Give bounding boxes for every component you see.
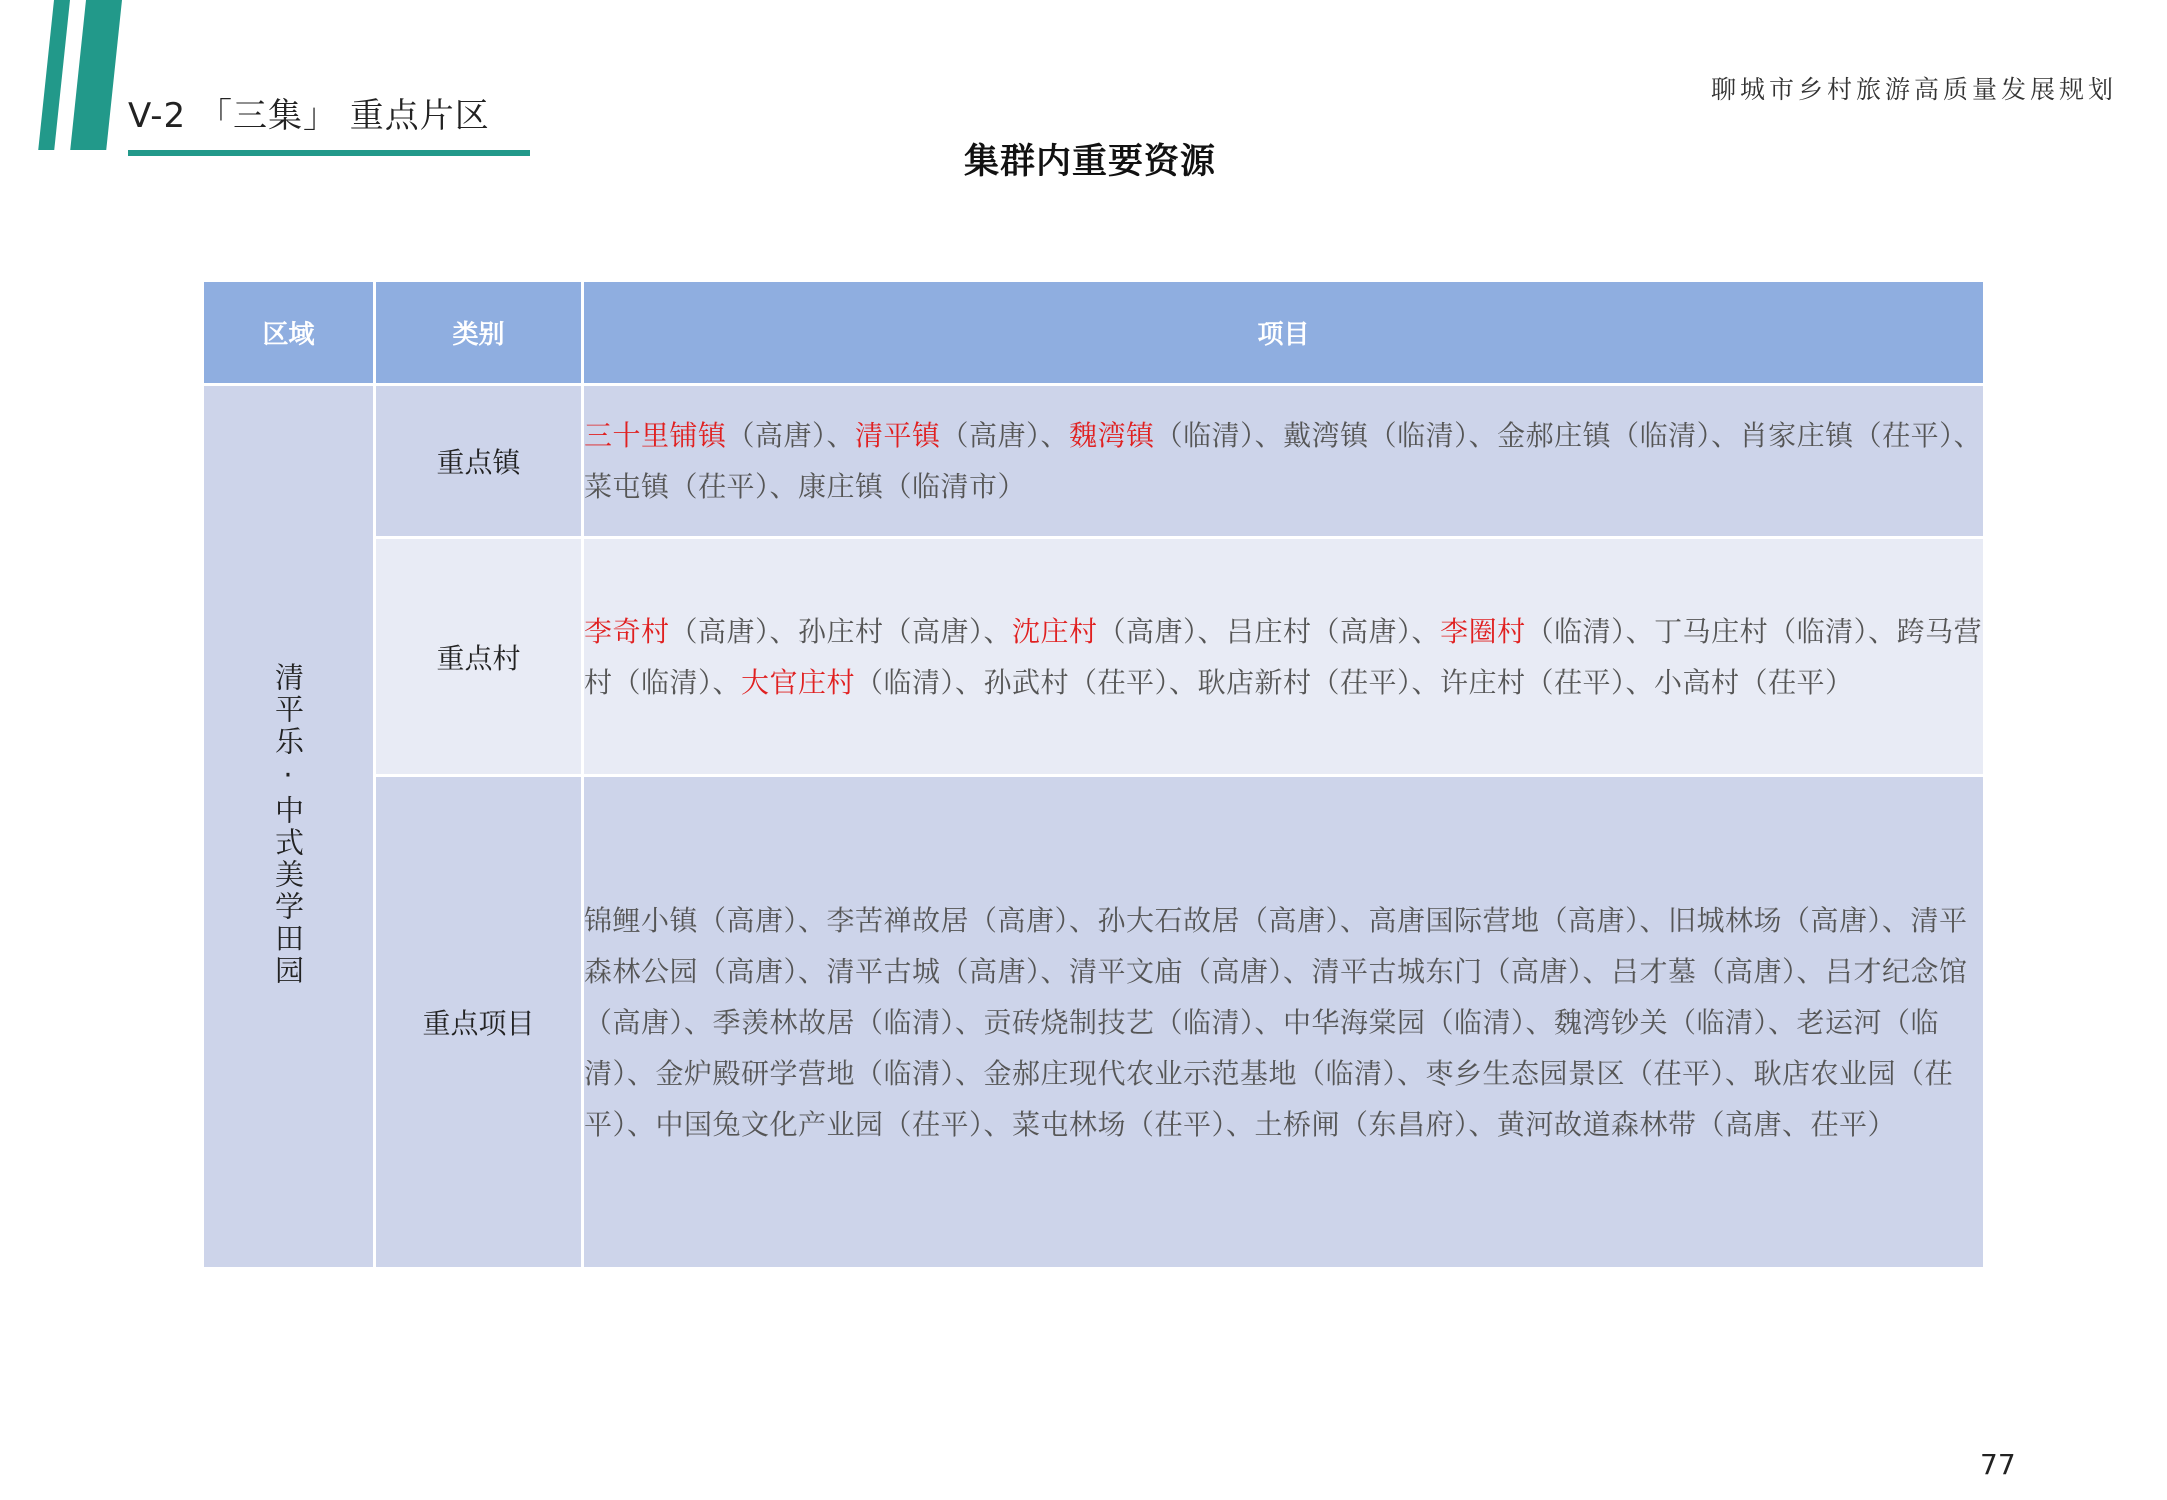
item-text: （高唐）、孙庄村（高唐）、: [669, 614, 1013, 648]
category-cell: 重点镇: [375, 385, 583, 538]
header-items: 项目: [583, 281, 1985, 385]
decorative-bar-thick: [70, 0, 122, 150]
resources-table: [201, 279, 1986, 1270]
header-category: 类别: [375, 281, 583, 385]
item-text: （临清）、孙武村（茌平）、耿店新村（茌平）、许庄村（茌平）、小高村（茌平）: [855, 665, 1854, 699]
page-number: 77: [1980, 1448, 2016, 1481]
table-row: [203, 538, 1985, 776]
item-text: （高唐）、: [940, 419, 1070, 452]
category-cell: 重点项目: [375, 776, 583, 1269]
highlighted-item: 三十里铺镇: [584, 419, 727, 452]
table-header-row: [203, 281, 1985, 385]
item-text: （高唐）、吕庄村（高唐）、: [1097, 614, 1441, 648]
region-cell: [203, 385, 375, 1269]
item-text: （临清）、戴湾镇（临清）、金郝庄镇（临清）、肖家庄镇（茌平）、菜屯镇（茌平）、康庄镇（临清市）: [584, 419, 1983, 503]
highlighted-item: 沈庄村: [1012, 614, 1098, 648]
page-heading: 集群内重要资源: [963, 142, 1216, 182]
highlighted-item: 大官庄村: [741, 665, 856, 699]
highlighted-item: 魏湾镇: [1069, 419, 1155, 452]
items-cell: [583, 385, 1985, 538]
item-text: 锦鲤小镇（高唐）、李苦禅故居（高唐）、孙大石故居（高唐）、高唐国际营地（高唐）、旧城林场（高唐）、清平森林公园（高唐）、清平古城（高唐）、清平文庙（高唐）、清平古城东门（高唐）、吕才墓（高唐）、吕才纪念馆（高唐）、季羡林故居（临清）、贡砖烧制技艺（临清）、中华海棠园（临清）、魏湾钞关（临清）、老运河（临清）、金炉殿研学营地（临清）、金郝庄现代农业示范基地（临清）、枣乡生态园景区（茌平）、耿店农业园（茌平）、中国兔文化产业园（茌平）、菜屯林场（茌平）、土桥闸（东昌府）、黄河故道森林带（高唐、茌平）: [584, 903, 1968, 1141]
highlighted-item: 清平镇: [855, 419, 941, 452]
item-text: （临清）、丁马庄村（临清）、跨马营村（临清）、: [584, 614, 1983, 699]
header-region: 区域: [203, 281, 375, 385]
highlighted-item: 李圈村: [1440, 614, 1526, 648]
items-cell: [583, 776, 1985, 1269]
section-title: V-2 「三集」 重点片区: [128, 96, 490, 136]
category-cell: 重点村: [375, 538, 583, 776]
table-row: [203, 385, 1985, 538]
decorative-bar-thin: [38, 0, 70, 150]
highlighted-item: 李奇村: [584, 614, 670, 648]
item-text: （高唐）、: [726, 419, 856, 452]
region-label: 清平乐·中式美学田园: [271, 662, 305, 987]
document-title: 聊城市乡村旅游高质量发展规划: [1710, 75, 2117, 104]
items-cell: [583, 538, 1985, 776]
table-row: [203, 776, 1985, 1269]
